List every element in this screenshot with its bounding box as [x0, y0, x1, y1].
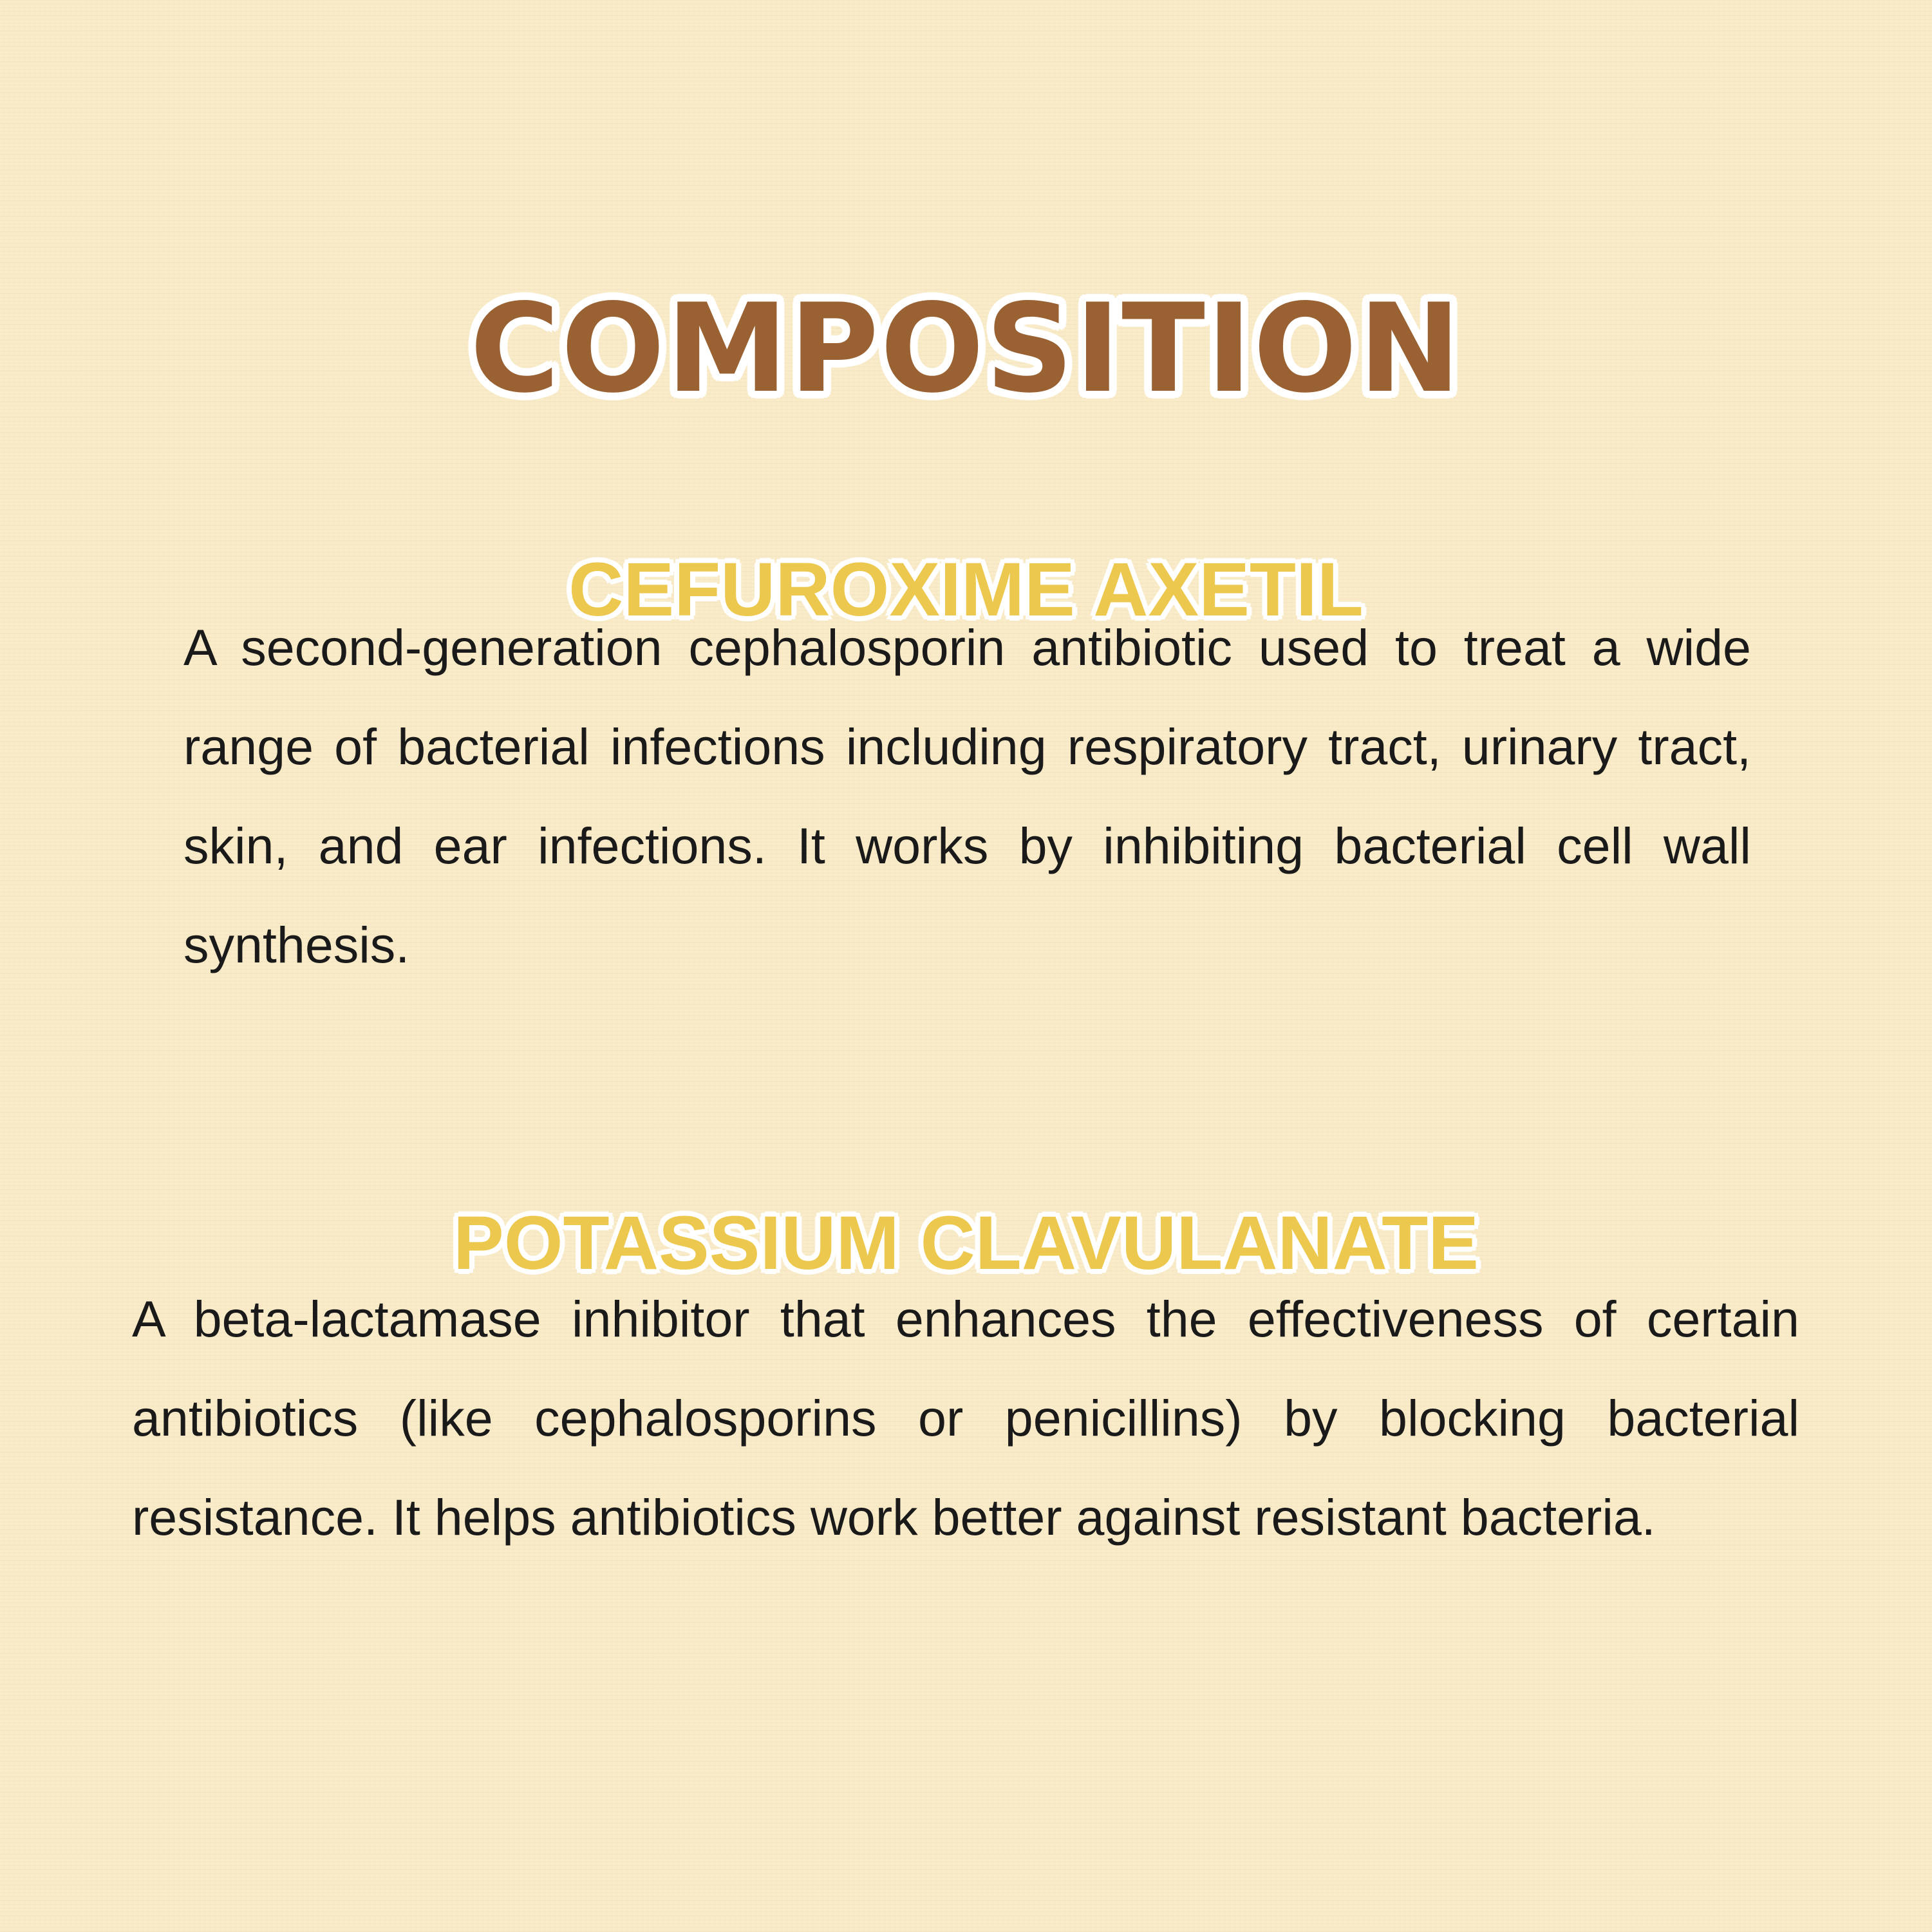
page-title: COMPOSITION: [469, 277, 1463, 420]
section-body-cefuroxime-axetil: A second-generation cephalosporin antibiotic used to treat a wide range of bacterial infections including respiratory tract, urinary tract, skin, and ear infections. It works by inhibiting bacterial cell wall synthesis.: [183, 619, 1751, 973]
section-heading-cefuroxime-axetil: CEFUROXIME AXETIL: [568, 547, 1364, 632]
section-heading-potassium-clavulanate: POTASSIUM CLAVULANATE: [453, 1200, 1479, 1286]
section-body-potassium-clavulanate: A beta-lactamase inhibitor that enhances the effectiveness of certain antibiotics (like cephalosporins or penicillins) by blocking bacterial resistance. It helps antibiotics work better against resistant bacteria.: [132, 1290, 1799, 1546]
